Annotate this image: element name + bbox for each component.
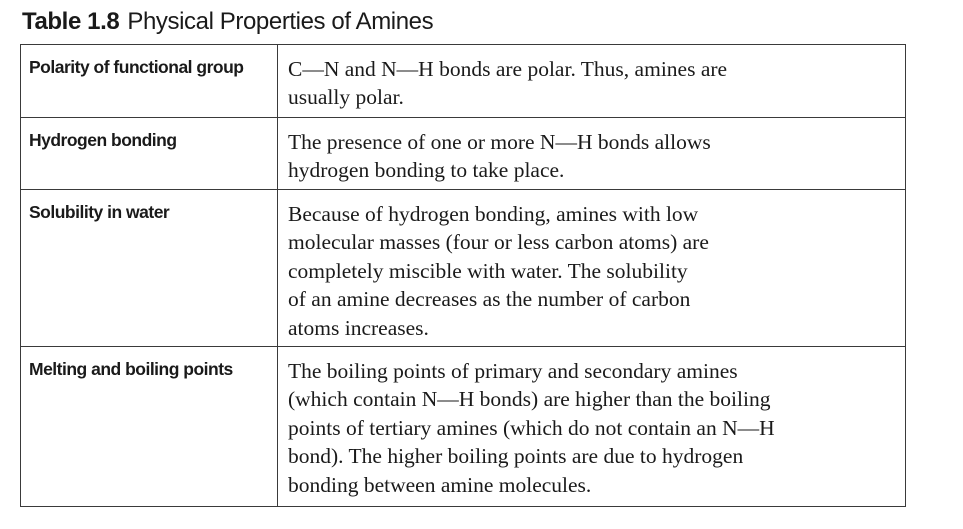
property-cell: Hydrogen bonding	[21, 118, 278, 189]
property-cell: Melting and boiling points	[21, 347, 278, 506]
description-cell: Because of hydrogen bonding, amines with low molecular masses (four or less carbon atoms) are completely miscible with water. The solubility of an amine decreases as the number of carbon atoms increases.	[288, 202, 709, 340]
table-row	[21, 117, 905, 189]
table-row	[21, 189, 905, 346]
property-cell: Solubility in water	[21, 190, 278, 346]
table-title: Physical Properties of Amines	[127, 8, 434, 35]
table-row	[21, 45, 905, 117]
table-number: Table 1.8	[22, 8, 120, 35]
description-cell: C—N and N—H bonds are polar. Thus, amines are usually polar.	[288, 57, 728, 110]
table-row	[21, 346, 905, 506]
description-cell: The boiling points of primary and secondary amines (which contain N—H bonds) are higher than the boiling points of tertiary amines (which do not contain an N—H bond). The higher boiling points are due to hydrogen bonding between amine molecules.	[288, 359, 775, 497]
amine-properties-table	[20, 44, 906, 507]
description-cell: The presence of one or more N—H bonds allows hydrogen bonding to take place.	[288, 130, 711, 183]
property-cell: Polarity of functional group	[21, 45, 278, 117]
table-caption	[22, 6, 433, 38]
